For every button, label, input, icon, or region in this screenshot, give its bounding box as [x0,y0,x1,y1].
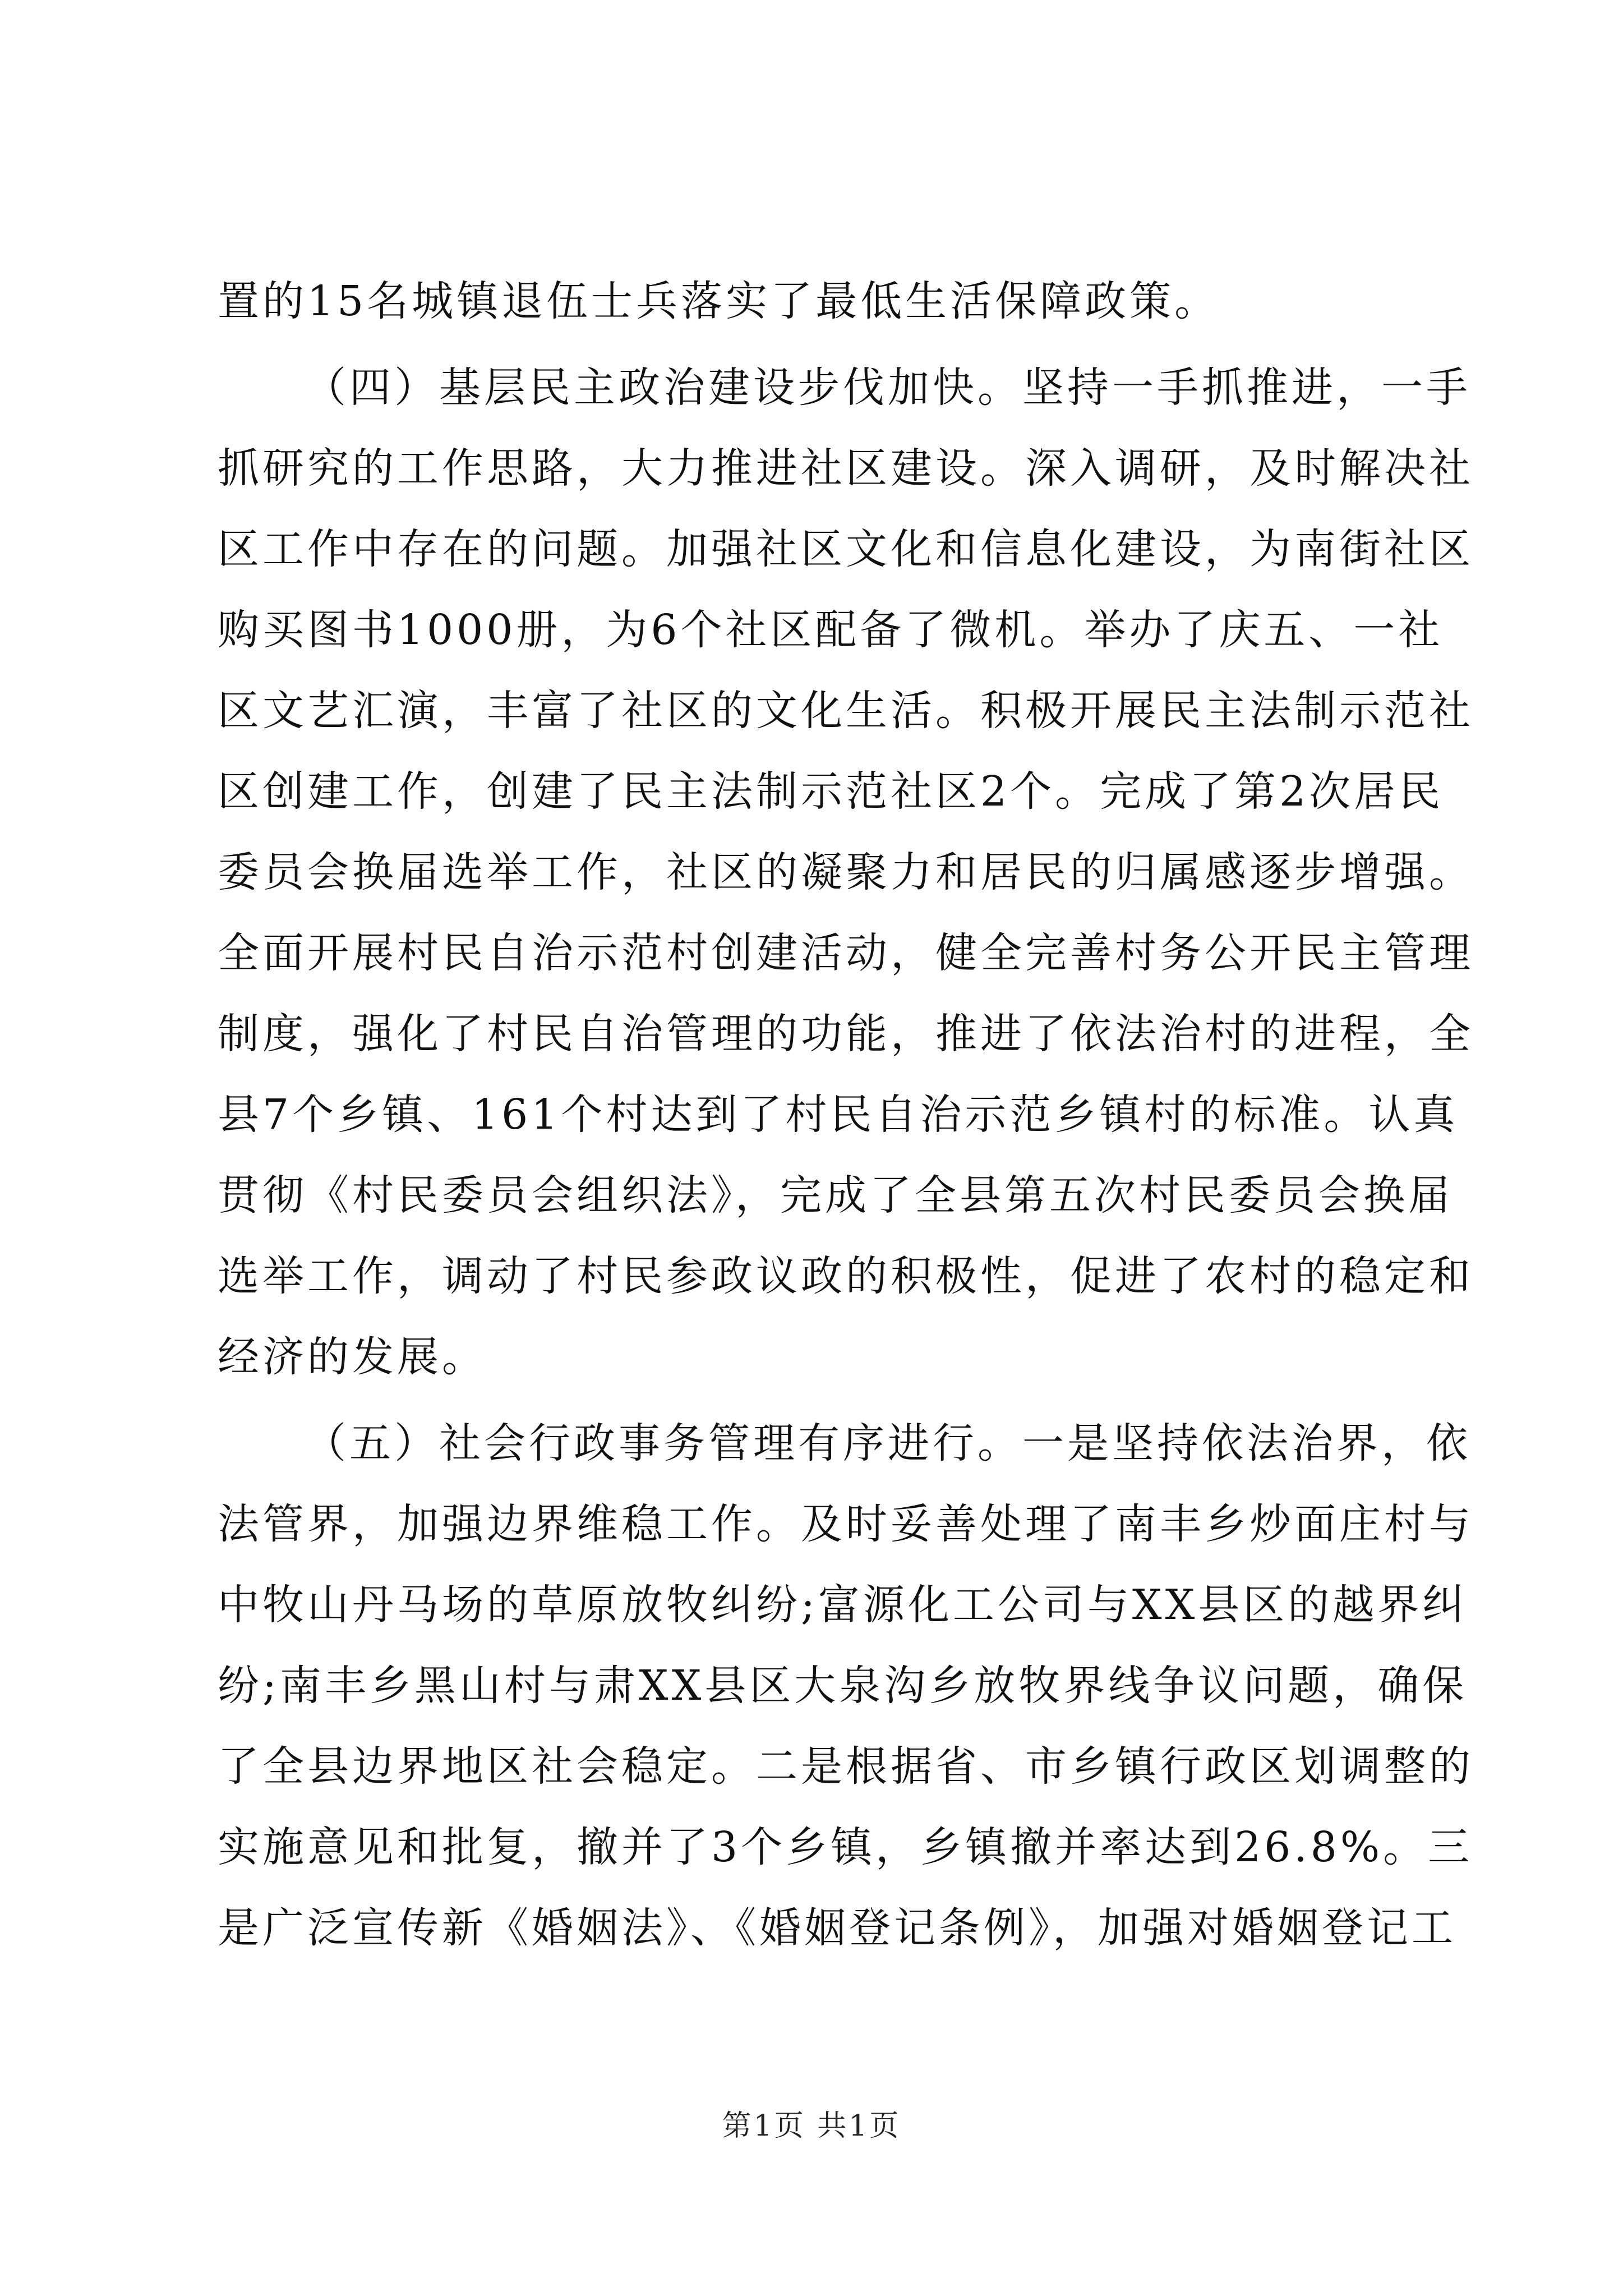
text-line: 全面开展村民自治示范村创建活动，健全完善村务公开民主管理 [218,929,1474,977]
text-line: 区工作中存在的问题。加强社区文化和信息化建设，为南街社区 [218,525,1474,573]
text-line: 是广泛宣传新《婚姻法》、《婚姻登记条例》，加强对婚姻登记工 [218,1904,1456,1952]
text-line: 贯彻《村民委员会组织法》，完成了全县第五次村民委员会换届 [218,1171,1453,1220]
text-line: 县7个乡镇、161个村达到了村民自治示范乡镇村的标准。认真 [218,1091,1459,1139]
page-number-label: 第1页 共1页 [722,2109,901,2143]
text-line: 区文艺汇演，丰富了社区的文化生活。积极开展民主法制示范社 [218,687,1474,735]
text-line: 置的15名城镇退伍士兵落实了最低生活保障政策。 [218,277,1220,325]
text-line: 选举工作，调动了村民参政议政的积极性，促进了农村的稳定和 [218,1252,1474,1300]
text-line: 委员会换届选举工作，社区的凝聚力和居民的归属感逐步增强。 [218,848,1474,896]
text-line: 了全县边界地区社会稳定。二是根据省、市乡镇行政区划调整的 [218,1742,1474,1791]
paragraph-line-indented [218,1403,1471,1484]
text-line: 区创建工作，创建了民主法制示范社区2个。完成了第2次居民 [218,767,1444,816]
document-body [218,261,1474,1968]
text-line: 购买图书1000册，为6个社区配备了微机。举办了庆五、一社 [218,606,1444,654]
paragraph-gap [218,1397,1435,1403]
text-line: （五）社会行政事务管理有序进行。一是坚持依法治界，依 [305,1419,1471,1467]
text-line: 经济的发展。 [218,1333,487,1381]
text-line: 中牧山丹马场的草原放牧纠纷;富源化工公司与XX县区的越界纠 [218,1581,1468,1629]
text-line: 纷;南丰乡黑山村与肃XX县区大泉沟乡放牧界线争议问题，确保 [218,1662,1468,1710]
text-line: 抓研究的工作思路，大力推进社区建设。深入调研，及时解决社 [218,444,1474,493]
text-line: 实施意见和批复，撤并了3个乡镇，乡镇撤并率达到26.8%。三 [218,1823,1473,1871]
text-line: 法管界，加强边界维稳工作。及时妥善处理了南丰乡炒面庄村与 [218,1500,1474,1548]
text-line: 制度，强化了村民自治管理的功能，推进了依法治村的进程，全 [218,1010,1474,1058]
text-line: （四）基层民主政治建设步伐加快。坚持一手抓推进，一手 [305,364,1471,412]
paragraph-line-indented [218,347,1471,428]
page-footer [0,2106,1623,2146]
